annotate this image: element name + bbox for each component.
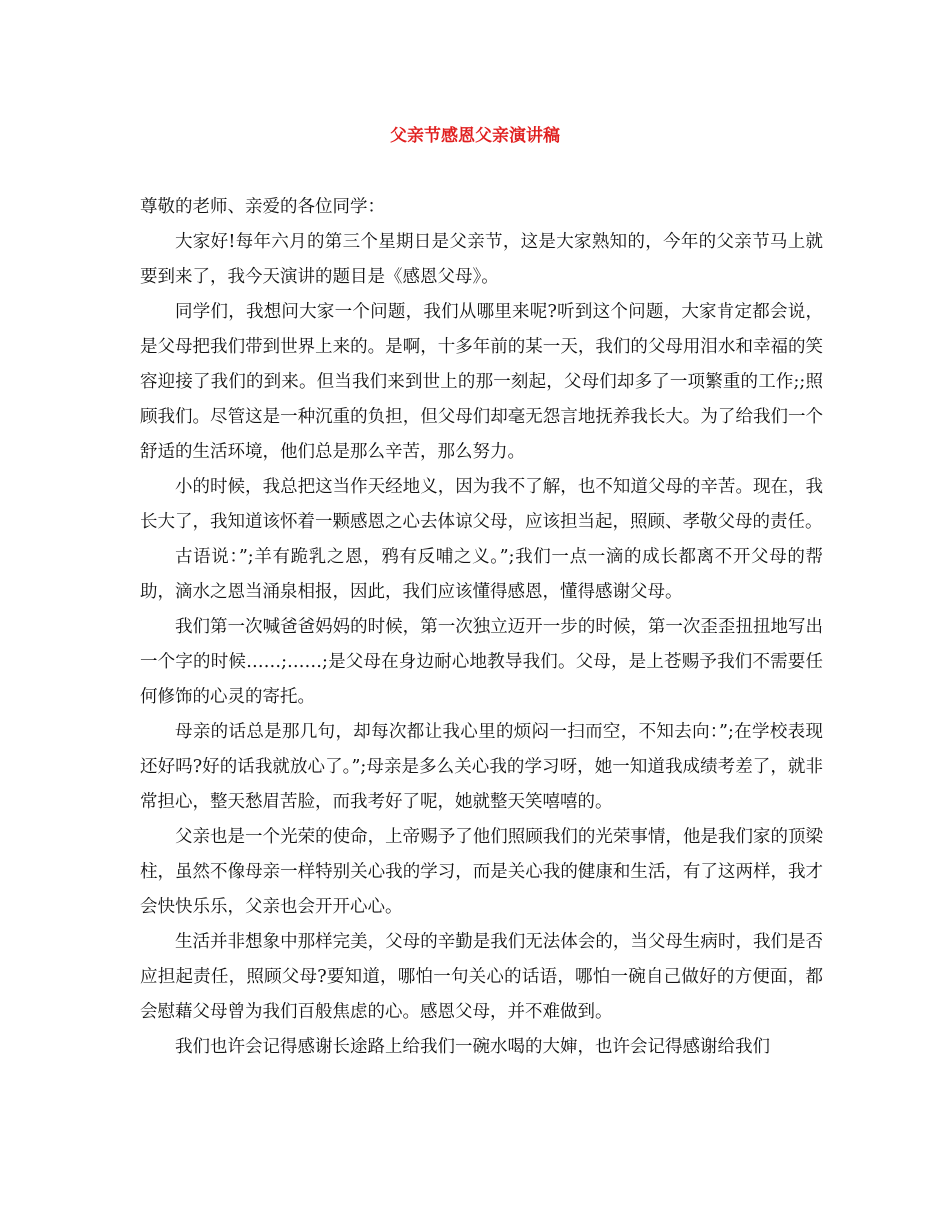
paragraph: 大家好!每年六月的第三个星期日是父亲节，这是大家熟知的，今年的父亲节马上就要到来了，我今天演讲的题目是《感恩父母》。 [140, 232, 823, 287]
paragraph: 我们也许会记得感谢长途路上给我们一碗水喝的大婶，也许会记得感谢给我们 [175, 1037, 770, 1057]
salutation: 尊敬的老师、亲爱的各位同学： [140, 197, 385, 217]
paragraph: 我们第一次喊爸爸妈妈的时候，第一次独立迈开一步的时候，第一次歪歪扭扭地写出一个字的时候……;……;是父母在身边耐心地教导我们。父母，是上苍赐予我们不需要任何修饰的心灵的寄托。 [140, 617, 823, 707]
paragraph: 同学们，我想问大家一个问题，我们从哪里来呢?听到这个问题，大家肯定都会说，是父母把我们带到世界上来的。是啊，十多年前的某一天，我们的父母用泪水和幸福的笑容迎接了我们的到来。但当我们来到世上的那一刻起，父母们却多了一项繁重的工作;;照顾我们。尽管这是一种沉重的负担，但父母们却毫无怨言地抚养我长大。为了给我们一个舒适的生活环境，他们总是那么辛苦，那么努力。 [140, 302, 823, 462]
document-body [140, 190, 823, 1065]
paragraph: 父亲也是一个光荣的使命，上帝赐予了他们照顾我们的光荣事情，他是我们家的顶梁柱，虽然不像母亲一样特别关心我的学习，而是关心我的健康和生活，有了这两样，我才会快快乐乐，父亲也会开开心心。 [140, 827, 823, 917]
paragraph: 母亲的话总是那几句，却每次都让我心里的烦闷一扫而空，不知去向：”;在学校表现还好吗?好的话我就放心了。”;母亲是多么关心我的学习呀，她一知道我成绩考差了，就非常担心，整天愁眉苦脸，而我考好了呢，她就整天笑嘻嘻的。 [140, 722, 823, 812]
paragraph: 小的时候，我总把这当作天经地义，因为我不了解，也不知道父母的辛苦。现在，我长大了，我知道该怀着一颗感恩之心去体谅父母，应该担当起，照顾、孝敬父母的责任。 [140, 477, 823, 532]
document-title: 父亲节感恩父亲演讲稿 [390, 126, 560, 146]
paragraph: 生活并非想象中那样完美，父母的辛勤是我们无法体会的，当父母生病时，我们是否应担起责任，照顾父母?要知道，哪怕一句关心的话语，哪怕一碗自己做好的方便面，都会慰藉父母曾为我们百般焦虑的心。感恩父母，并不难做到。 [140, 932, 823, 1022]
paragraph: 古语说：”;羊有跪乳之恩，鸦有反哺之义。”;我们一点一滴的成长都离不开父母的帮助，滴水之恩当涌泉相报，因此，我们应该懂得感恩，懂得感谢父母。 [140, 547, 823, 602]
